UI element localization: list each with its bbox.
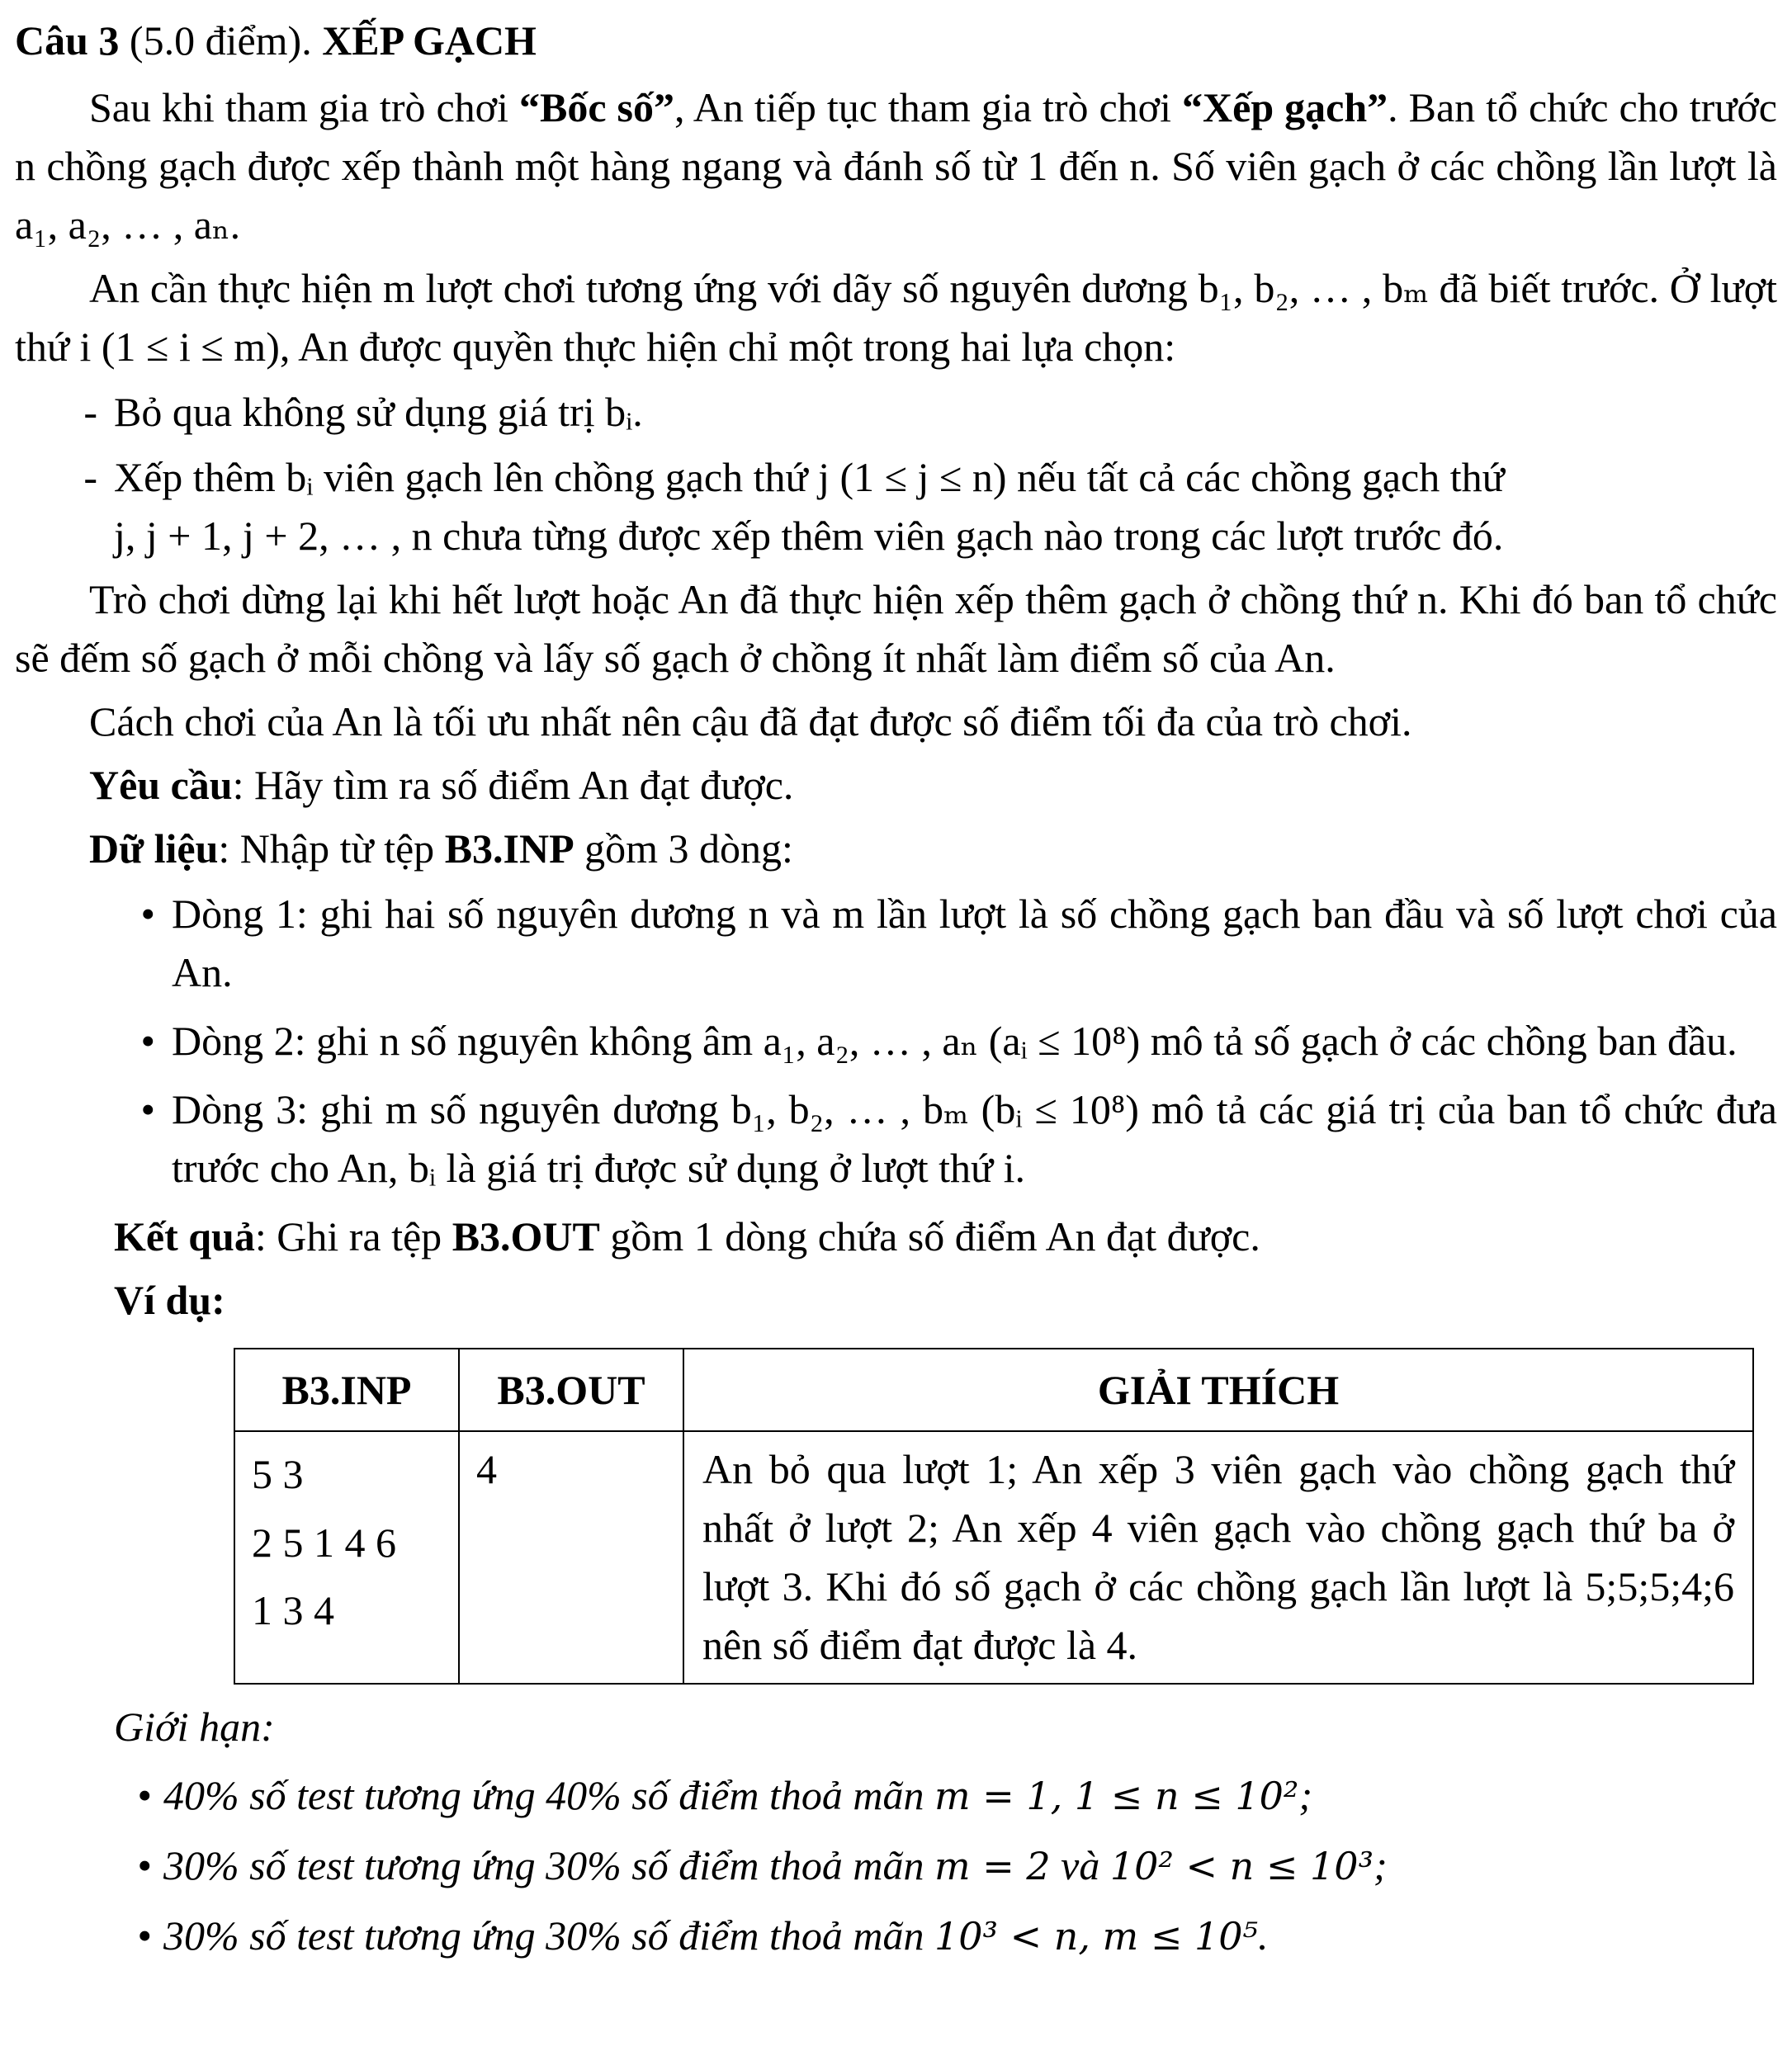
limit-end: ;: [1298, 1772, 1312, 1818]
intro-paragraph-4: Cách chơi của An là tối ưu nhất nên cậu đã đạt được số điểm tối đa của trò chơi.: [89, 698, 1412, 744]
dash-marker: -: [83, 454, 97, 500]
bullet-marker: •: [140, 1018, 155, 1064]
limit-text: 30% số test tương ứng 30% số điểm thoả mãn: [163, 1842, 934, 1888]
limit-condition: 10³ < n, m ≤ 10⁵: [934, 1914, 1258, 1959]
requirement-text: : Hãy tìm ra số điểm An đạt được.: [232, 762, 794, 808]
input-file-name: B3.INP: [444, 825, 574, 872]
example-output-cell: 4: [459, 1431, 683, 1684]
example-table: [234, 1348, 1754, 1685]
example-header-row: [234, 1349, 1753, 1431]
example-input-line: 5 3: [252, 1451, 304, 1497]
problem-number: Câu 3: [15, 17, 120, 64]
input-line-3-text: Dòng 3: ghi m số nguyên dương b₁, b₂, … , bₘ (bᵢ ≤ 10⁸) mô tả các giá trị của ban tổ chức đưa trước cho An, bᵢ là giá trị được sử dụng ở lượt thứ i.: [172, 1086, 1777, 1191]
limit-end: .: [1257, 1912, 1269, 1959]
output-spec: [114, 1207, 1777, 1266]
input-text-a: : Nhập từ tệp: [218, 825, 445, 872]
header-out: B3.OUT: [459, 1349, 683, 1431]
dash-marker: -: [83, 389, 97, 435]
intro-text-c: , An tiếp tục tham gia trò chơi: [674, 84, 1183, 130]
bullet-marker: •: [137, 1772, 152, 1818]
limit-end: ;: [1374, 1842, 1388, 1888]
problem-name: XẾP GẠCH: [322, 17, 537, 64]
limits-title: Giới hạn:: [114, 1704, 275, 1750]
limit-item-1: [15, 1766, 1777, 1825]
input-line-2: [15, 1012, 1777, 1070]
problem-points: (5.0 điểm).: [119, 17, 323, 64]
requirement: [15, 756, 1777, 815]
requirement-label: Yêu cầu: [89, 762, 233, 808]
intro-paragraph-2: An cần thực hiện m lượt chơi tương ứng với dãy số nguyên dương b₁, b₂, … , bₘ đã biết trước. Ở lượt thứ i (1 ≤ i ≤ m), An được quyền thực hiện chỉ một trong hai lựa chọn:: [15, 265, 1777, 370]
intro-paragraph-3: Trò chơi dừng lại khi hết lượt hoặc An đã thực hiện xếp thêm gạch ở chồng thứ n. Khi đó ban tổ chức sẽ đếm số gạch ở mỗi chồng và lấy số gạch ở chồng ít nhất làm điểm số của An.: [15, 576, 1777, 681]
input-line-3: [15, 1080, 1777, 1198]
input-text-b: gồm 3 dòng:: [574, 825, 793, 872]
limit-item-3-content: [163, 1907, 1268, 1965]
option-2: [15, 448, 1777, 565]
limit-item-2-content: [163, 1836, 1388, 1895]
limit-mid: và: [1050, 1842, 1110, 1888]
intro-text-a: Sau khi tham gia trò chơi: [89, 84, 519, 130]
input-label: Dữ liệu: [89, 825, 219, 872]
limit-item-2: [15, 1836, 1777, 1895]
option-1-text: Bỏ qua không sử dụng giá trị bᵢ.: [114, 389, 643, 435]
example-explanation-cell: An bỏ qua lượt 1; An xếp 3 viên gạch vào chồng gạch thứ nhất ở lượt 2; An xếp 4 viên gạch vào chồng gạch thứ ba ở lượt 3. Khi đó số gạch ở các chồng gạch lần lượt là 5;5;5;4;6 nên số điểm đạt được là 4.: [683, 1431, 1753, 1684]
game-name-2: “Xếp gạch”: [1182, 84, 1388, 130]
example-input-line: 2 5 1 4 6: [252, 1519, 396, 1566]
output-text-b: gồm 1 dòng chứa số điểm An đạt được.: [599, 1213, 1260, 1259]
input-line-1: [15, 885, 1777, 1002]
output-label: Kết quả: [114, 1213, 255, 1259]
problem-title: [15, 12, 1777, 70]
bullet-marker: •: [137, 1912, 152, 1959]
limit-text: 30% số test tương ứng 30% số điểm thoả mãn: [163, 1912, 934, 1959]
option-2-text: [114, 448, 1777, 565]
option-2-line-2: j, j + 1, j + 2, … , n chưa từng được xếp thêm viên gạch nào trong các lượt trước đó.: [114, 513, 1504, 559]
limit-condition: m = 2: [934, 1844, 1051, 1888]
document: [15, 12, 1777, 1977]
bullet-marker: •: [140, 1086, 155, 1132]
intro-text-e: . Ban tổ chức cho trước n chồng gạch được xếp thành một hàng ngang và đánh số từ 1 đến n. Số viên gạch ở các chồng lần lượt là a₁, a₂, … , aₙ.: [15, 84, 1777, 248]
limit-condition: m = 1, 1 ≤ n ≤ 10²: [934, 1774, 1299, 1818]
limit-condition-2: 10² < n ≤ 10³: [1109, 1844, 1374, 1888]
example-label: Ví dụ:: [114, 1277, 225, 1323]
example-input-line: 1 3 4: [252, 1587, 334, 1633]
output-text-a: : Ghi ra tệp: [254, 1213, 452, 1259]
example-input-cell: [234, 1431, 459, 1684]
input-line-1-text: Dòng 1: ghi hai số nguyên dương n và m lần lượt là số chồng gạch ban đầu và số lượt chơi của An.: [172, 891, 1777, 995]
output-file-name: B3.OUT: [452, 1213, 600, 1259]
limit-item-3: [15, 1907, 1777, 1965]
input-spec: [15, 820, 1777, 878]
header-explanation: GIẢI THÍCH: [683, 1349, 1753, 1431]
input-line-2-text: Dòng 2: ghi n số nguyên không âm a₁, a₂, … , aₙ (aᵢ ≤ 10⁸) mô tả số gạch ở các chồng ban đầu.: [172, 1018, 1738, 1064]
bullet-marker: •: [137, 1842, 152, 1888]
option-1: [15, 383, 1777, 442]
limit-item-1-content: [163, 1766, 1312, 1825]
bullet-marker: •: [140, 891, 155, 937]
game-name-1: “Bốc số”: [519, 84, 674, 130]
header-inp: B3.INP: [234, 1349, 459, 1431]
limit-text: 40% số test tương ứng 40% số điểm thoả mãn: [163, 1772, 934, 1818]
example-row: [234, 1431, 1753, 1684]
option-2-line-1: Xếp thêm bᵢ viên gạch lên chồng gạch thứ j (1 ≤ j ≤ n) nếu tất cả các chồng gạch thứ: [114, 454, 1505, 500]
intro-paragraph-1: [15, 78, 1777, 254]
